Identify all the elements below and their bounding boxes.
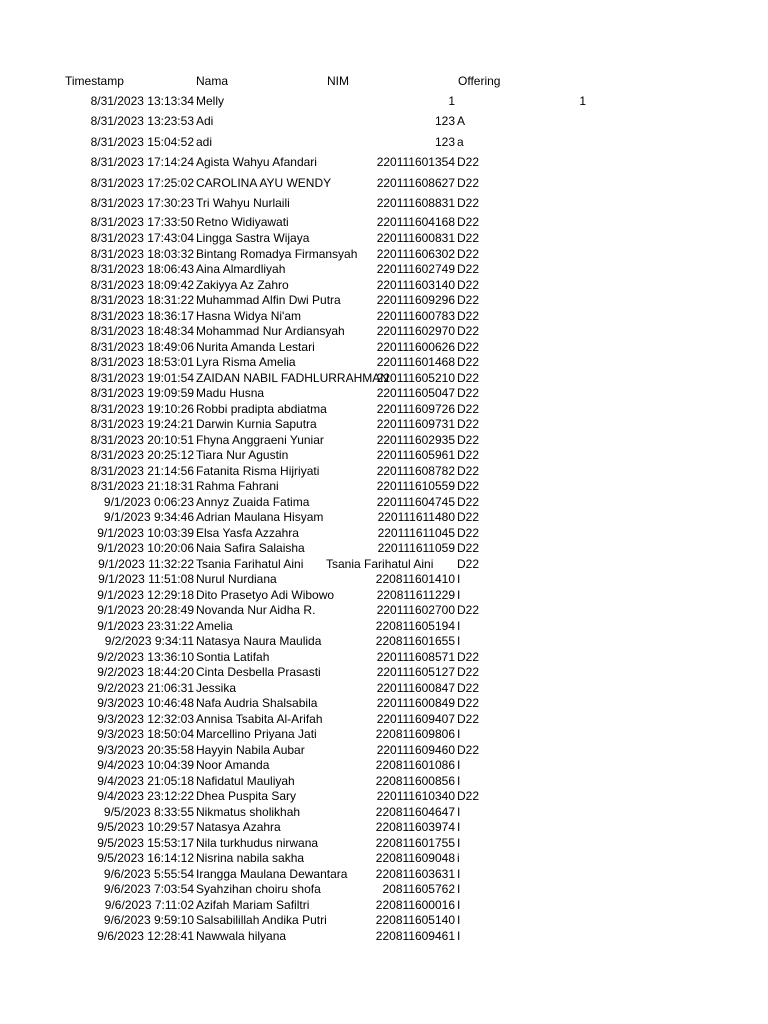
nim-cell: 220111600847 (376, 681, 455, 695)
table-row (0, 866, 768, 882)
nama-cell: Robbi pradipta abdiatma (196, 402, 327, 416)
nim-cell: 220111600783 (376, 309, 455, 323)
table-row (0, 416, 768, 432)
table-row (0, 726, 768, 742)
offering-cell: D22 (457, 215, 480, 229)
nama-cell: Zakiyya Az Zahro (196, 278, 289, 292)
offering-cell: D22 (457, 176, 480, 190)
nim-cell: 220811601086 (375, 758, 455, 772)
table-row (0, 175, 768, 191)
table-row (0, 478, 768, 494)
timestamp-cell: 9/1/2023 23:31:22 (97, 619, 194, 633)
table-row (0, 571, 768, 587)
nim-cell: 220811609461 (375, 929, 455, 943)
nim-cell: 220111609731 (376, 417, 455, 431)
nim-cell: 220111610559 (376, 479, 455, 493)
nama-cell: adi (196, 135, 213, 149)
nama-cell: Annisa Tsabita Al-Arifah (196, 712, 323, 726)
timestamp-cell: 9/3/2023 10:46:48 (97, 696, 194, 710)
offering-cell: A (457, 114, 466, 128)
nim-cell: 220111605210 (376, 371, 455, 385)
nama-cell: Rahma Fahrani (196, 479, 279, 493)
offering-cell: D22 (457, 433, 480, 447)
timestamp-cell: 8/31/2023 18:06:43 (90, 262, 194, 276)
nim-cell: 220111602700 (376, 603, 455, 617)
nim-cell: 20811605762 (382, 882, 455, 896)
offering-cell: I (457, 758, 461, 772)
nama-cell: ZAIDAN NABIL FADHLURRAHMAN (196, 371, 389, 385)
timestamp-cell: 9/1/2023 10:03:39 (97, 526, 194, 540)
nim-cell: 220111611045 (377, 526, 455, 540)
timestamp-cell: 8/31/2023 13:13:34 (90, 94, 194, 108)
nama-cell: Lingga Sastra Wijaya (196, 231, 310, 245)
offering-cell: I (457, 774, 461, 788)
table-row (0, 154, 768, 170)
offering-cell: a (457, 135, 464, 149)
nama-cell: Hayyin Nabila Aubar (196, 743, 305, 757)
nama-cell: Natasya Azahra (196, 820, 281, 834)
timestamp-cell: 8/31/2023 19:09:59 (90, 386, 194, 400)
nama-cell: Irangga Maulana Dewantara (196, 867, 348, 881)
nim-cell: 220111609460 (376, 743, 455, 757)
timestamp-cell: 8/31/2023 21:14:56 (90, 464, 194, 478)
table-row (0, 134, 768, 150)
table-row (0, 370, 768, 386)
timestamp-cell: 9/3/2023 20:35:58 (97, 743, 194, 757)
table-row (0, 323, 768, 339)
offering-cell: D22 (457, 247, 480, 261)
timestamp-cell: 9/6/2023 7:03:54 (103, 882, 194, 896)
table-row (0, 928, 768, 944)
table-row (0, 819, 768, 835)
table-row (0, 246, 768, 262)
offering-cell: D22 (457, 557, 480, 571)
nama-cell: Azifah Mariam Safiltri (196, 898, 310, 912)
table-row (0, 680, 768, 696)
offering-cell: D22 (457, 479, 480, 493)
nama-cell: Tsania Farihatul Aini (196, 557, 304, 571)
table-row (0, 835, 768, 851)
nim-cell: 220111611059 (377, 541, 455, 555)
nama-cell: Lyra Risma Amelia (196, 355, 296, 369)
table-row (0, 881, 768, 897)
nim-cell: 220111608571 (376, 650, 455, 664)
nim-cell: 220811600856 (375, 774, 455, 788)
timestamp-cell: 8/31/2023 21:18:31 (90, 479, 194, 493)
table-row (0, 401, 768, 417)
nim-cell: 220111609296 (376, 293, 455, 307)
offering-cell: I (457, 898, 461, 912)
nama-cell: Naia Safira Salaisha (196, 541, 305, 555)
nim-cell: 220811603631 (375, 867, 455, 881)
offering-cell: I (457, 929, 461, 943)
table-row (0, 93, 768, 109)
timestamp-cell: 9/6/2023 5:55:54 (103, 867, 194, 881)
offering-cell: I (457, 572, 461, 586)
header-timestamp: Timestamp (65, 74, 124, 88)
nama-cell: Sontia Latifah (196, 650, 270, 664)
timestamp-cell: 8/31/2023 18:53:01 (90, 355, 194, 369)
timestamp-cell: 9/1/2023 11:51:08 (98, 572, 194, 586)
nama-cell: Salsabilillah Andika Putri (196, 913, 327, 927)
timestamp-cell: 9/4/2023 23:12:22 (97, 789, 194, 803)
nama-cell: Mohammad Nur Ardiansyah (196, 324, 345, 338)
nama-cell: Cinta Desbella Prasasti (196, 665, 321, 679)
timestamp-cell: 9/5/2023 16:14:12 (97, 851, 194, 865)
nim-cell: 220111608782 (376, 464, 455, 478)
nama-cell: Fhyna Anggraeni Yuniar (196, 433, 324, 447)
nim-cell: Tsania Farihatul Aini (326, 557, 434, 571)
header-nim: NIM (327, 74, 349, 88)
table-row (0, 540, 768, 556)
table-row (0, 587, 768, 603)
timestamp-cell: 9/2/2023 9:34:11 (104, 634, 194, 648)
header-row (0, 73, 768, 89)
extra-cell: 1 (579, 94, 586, 108)
nim-cell: 220111604745 (376, 495, 455, 509)
timestamp-cell: 8/31/2023 15:04:52 (90, 135, 194, 149)
header-offering: Offering (458, 74, 501, 88)
nim-cell: 220111605961 (376, 448, 455, 462)
nama-cell: Natasya Naura Maulida (196, 634, 322, 648)
timestamp-cell: 9/1/2023 12:29:18 (97, 588, 194, 602)
table-row (0, 447, 768, 463)
nim-cell: 220811600016 (375, 898, 455, 912)
nama-cell: Elsa Yasfa Azzahra (196, 526, 299, 540)
offering-cell: D22 (457, 417, 480, 431)
timestamp-cell: 9/2/2023 13:36:10 (97, 650, 194, 664)
nim-cell: 220111608831 (376, 196, 455, 210)
table-row (0, 649, 768, 665)
nama-cell: Adi (196, 114, 214, 128)
table-row (0, 711, 768, 727)
nama-cell: Agista Wahyu Afandari (196, 155, 317, 169)
offering-cell: D22 (457, 464, 480, 478)
nama-cell: Nurul Nurdiana (196, 572, 277, 586)
nim-cell: 220111602935 (376, 433, 455, 447)
table-row (0, 912, 768, 928)
offering-cell: D22 (457, 541, 480, 555)
nim-cell: 220811601655 (375, 634, 455, 648)
timestamp-cell: 9/5/2023 10:29:57 (97, 820, 194, 834)
timestamp-cell: 8/31/2023 17:33:50 (90, 215, 194, 229)
timestamp-cell: 8/31/2023 18:31:22 (90, 293, 194, 307)
timestamp-cell: 9/4/2023 10:04:39 (97, 758, 194, 772)
offering-cell: I (457, 867, 461, 881)
table-row (0, 509, 768, 525)
offering-cell: I (457, 913, 461, 927)
timestamp-cell: 8/31/2023 19:24:21 (90, 417, 194, 431)
table-row (0, 602, 768, 618)
offering-cell: D22 (457, 526, 480, 540)
table-row (0, 113, 768, 129)
timestamp-cell: 8/31/2023 19:01:54 (90, 371, 194, 385)
timestamp-cell: 9/5/2023 8:33:55 (103, 805, 194, 819)
offering-cell: D22 (457, 371, 480, 385)
nama-cell: Syahzihan choiru shofa (196, 882, 321, 896)
offering-cell: D22 (457, 696, 480, 710)
offering-cell: D22 (457, 665, 480, 679)
timestamp-cell: 8/31/2023 17:25:02 (90, 176, 194, 190)
nama-cell: Dito Prasetyo Adi Wibowo (196, 588, 335, 602)
nama-cell: Amelia (196, 619, 233, 633)
offering-cell: D22 (457, 155, 480, 169)
offering-cell: I (457, 805, 461, 819)
offering-cell: D22 (457, 402, 480, 416)
offering-cell: D22 (457, 448, 480, 462)
table-row (0, 463, 768, 479)
offering-cell: D22 (457, 603, 480, 617)
offering-cell: D22 (457, 278, 480, 292)
table-row (0, 277, 768, 293)
nim-cell: 220811603974 (375, 820, 455, 834)
offering-cell: D22 (457, 386, 480, 400)
table-row (0, 525, 768, 541)
timestamp-cell: 9/1/2023 20:28:49 (97, 603, 194, 617)
offering-cell: D22 (457, 355, 480, 369)
offering-cell: D22 (457, 681, 480, 695)
nim-cell: 220811609048 (375, 851, 455, 865)
nama-cell: Marcellino Priyana Jati (196, 727, 317, 741)
table-row (0, 773, 768, 789)
table-row (0, 742, 768, 758)
nim-cell: 220111610340 (376, 789, 455, 803)
table-row (0, 556, 768, 572)
nama-cell: Annyz Zuaida Fatima (196, 495, 310, 509)
nama-cell: Retno Widiyawati (196, 215, 289, 229)
nim-cell: 1 (448, 94, 455, 108)
nama-cell: CAROLINA AYU WENDY (196, 176, 332, 190)
table-row (0, 757, 768, 773)
offering-cell: I (457, 882, 461, 896)
timestamp-cell: 8/31/2023 20:10:51 (90, 433, 194, 447)
nama-cell: Darwin Kurnia Saputra (196, 417, 317, 431)
offering-cell: D22 (457, 231, 480, 245)
offering-cell: D22 (457, 743, 480, 757)
table-row (0, 633, 768, 649)
nim-cell: 220111601354 (376, 155, 455, 169)
table-row (0, 850, 768, 866)
timestamp-cell: 8/31/2023 18:49:06 (90, 340, 194, 354)
table-row (0, 618, 768, 634)
table-row (0, 292, 768, 308)
nama-cell: Nafidatul Mauliyah (196, 774, 295, 788)
nim-cell: 220111611480 (377, 510, 455, 524)
offering-cell: I (457, 836, 461, 850)
nim-cell: 220111609726 (376, 402, 455, 416)
offering-cell: I (457, 634, 461, 648)
offering-cell: D22 (457, 650, 480, 664)
table-row (0, 695, 768, 711)
timestamp-cell: 9/1/2023 0:06:23 (103, 495, 194, 509)
nama-cell: Noor Amanda (196, 758, 270, 772)
offering-cell: D22 (457, 712, 480, 726)
nim-cell: 220811605194 (375, 619, 455, 633)
nim-cell: 220111604168 (376, 215, 455, 229)
nama-cell: Melly (196, 94, 225, 108)
offering-cell: I (457, 588, 461, 602)
timestamp-cell: 8/31/2023 13:23:53 (90, 114, 194, 128)
timestamp-cell: 9/6/2023 12:28:41 (97, 929, 194, 943)
timestamp-cell: 9/6/2023 9:59:10 (103, 913, 194, 927)
timestamp-cell: 9/2/2023 18:44:20 (97, 665, 194, 679)
nama-cell: Madu Husna (196, 386, 265, 400)
nim-cell: 220811605140 (375, 913, 455, 927)
offering-cell: D22 (457, 495, 480, 509)
table-row (0, 339, 768, 355)
table-row (0, 788, 768, 804)
offering-cell: i (457, 851, 460, 865)
nim-cell: 220111600849 (376, 696, 455, 710)
nama-cell: Nurita Amanda Lestari (196, 340, 315, 354)
nim-cell: 220111600626 (376, 340, 455, 354)
timestamp-cell: 9/1/2023 10:20:06 (97, 541, 194, 555)
offering-cell: D22 (457, 196, 480, 210)
nama-cell: Nila turkhudus nirwana (196, 836, 319, 850)
nim-cell: 220811601755 (375, 836, 455, 850)
nim-cell: 220811601410 (375, 572, 455, 586)
nim-cell: 220811609806 (375, 727, 455, 741)
nama-cell: Muhammad Alfin Dwi Putra (196, 293, 341, 307)
timestamp-cell: 8/31/2023 18:03:32 (90, 247, 194, 261)
table-row (0, 195, 768, 211)
nama-cell: Tri Wahyu Nurlaili (196, 196, 290, 210)
offering-cell: D22 (457, 789, 480, 803)
nim-cell: 220111600831 (376, 231, 455, 245)
table-row (0, 308, 768, 324)
nama-cell: Jessika (196, 681, 237, 695)
nama-cell: Bintang Romadya Firmansyah (196, 247, 358, 261)
nama-cell: Dhea Puspita Sary (196, 789, 297, 803)
table-row (0, 494, 768, 510)
nama-cell: Novanda Nur Aidha R. (196, 603, 316, 617)
nim-cell: 123 (434, 135, 455, 149)
nama-cell: Hasna Widya Ni'am (196, 309, 301, 323)
nim-cell: 220111606302 (376, 247, 455, 261)
nim-cell: 123 (434, 114, 455, 128)
nim-cell: 220111602970 (376, 324, 455, 338)
nim-cell: 220111602749 (376, 262, 455, 276)
nim-cell: 220811611229 (376, 588, 455, 602)
timestamp-cell: 8/31/2023 17:14:24 (90, 155, 194, 169)
timestamp-cell: 9/6/2023 7:11:02 (104, 898, 194, 912)
offering-cell: D22 (457, 293, 480, 307)
nama-cell: Nafa Audria Shalsabila (196, 696, 318, 710)
table-row (0, 804, 768, 820)
nama-cell: Adrian Maulana Hisyam (196, 510, 324, 524)
offering-cell: I (457, 619, 461, 633)
nama-cell: Aina Almardliyah (196, 262, 286, 276)
table-row (0, 214, 768, 230)
timestamp-cell: 9/3/2023 18:50:04 (97, 727, 194, 741)
nim-cell: 220111609407 (376, 712, 455, 726)
table-row (0, 354, 768, 370)
timestamp-cell: 8/31/2023 19:10:26 (90, 402, 194, 416)
offering-cell: D22 (457, 309, 480, 323)
timestamp-cell: 9/5/2023 15:53:17 (97, 836, 194, 850)
table-row (0, 230, 768, 246)
table-row (0, 897, 768, 913)
table-row (0, 385, 768, 401)
offering-cell: D22 (457, 324, 480, 338)
nama-cell: Fatanita Risma Hijriyati (196, 464, 320, 478)
offering-cell: I (457, 820, 461, 834)
offering-cell: I (457, 727, 461, 741)
timestamp-cell: 8/31/2023 17:30:23 (90, 196, 194, 210)
offering-cell: D22 (457, 510, 480, 524)
timestamp-cell: 8/31/2023 17:43:04 (90, 231, 194, 245)
timestamp-cell: 8/31/2023 18:36:17 (90, 309, 194, 323)
nim-cell: 220111605127 (376, 665, 455, 679)
offering-cell: D22 (457, 262, 480, 276)
timestamp-cell: 8/31/2023 20:25:12 (90, 448, 194, 462)
timestamp-cell: 9/4/2023 21:05:18 (97, 774, 194, 788)
nim-cell: 220111605047 (376, 386, 455, 400)
table-row (0, 432, 768, 448)
timestamp-cell: 9/1/2023 11:32:22 (98, 557, 194, 571)
table-row (0, 261, 768, 277)
header-nama: Nama (196, 74, 229, 88)
nama-cell: Nikmatus sholikhah (196, 805, 301, 819)
nim-cell: 220111603140 (376, 278, 455, 292)
offering-cell: D22 (457, 340, 480, 354)
timestamp-cell: 9/1/2023 9:34:46 (103, 510, 194, 524)
nama-cell: Nawwala hilyana (196, 929, 287, 943)
nim-cell: 220111601468 (376, 355, 455, 369)
table-row (0, 664, 768, 680)
nama-cell: Tiara Nur Agustin (196, 448, 289, 462)
timestamp-cell: 8/31/2023 18:48:34 (90, 324, 194, 338)
timestamp-cell: 9/2/2023 21:06:31 (97, 681, 194, 695)
timestamp-cell: 9/3/2023 12:32:03 (97, 712, 194, 726)
timestamp-cell: 8/31/2023 18:09:42 (90, 278, 194, 292)
nim-cell: 220111608627 (376, 176, 455, 190)
nama-cell: Nisrina nabila sakha (196, 851, 305, 865)
nim-cell: 220811604647 (375, 805, 455, 819)
